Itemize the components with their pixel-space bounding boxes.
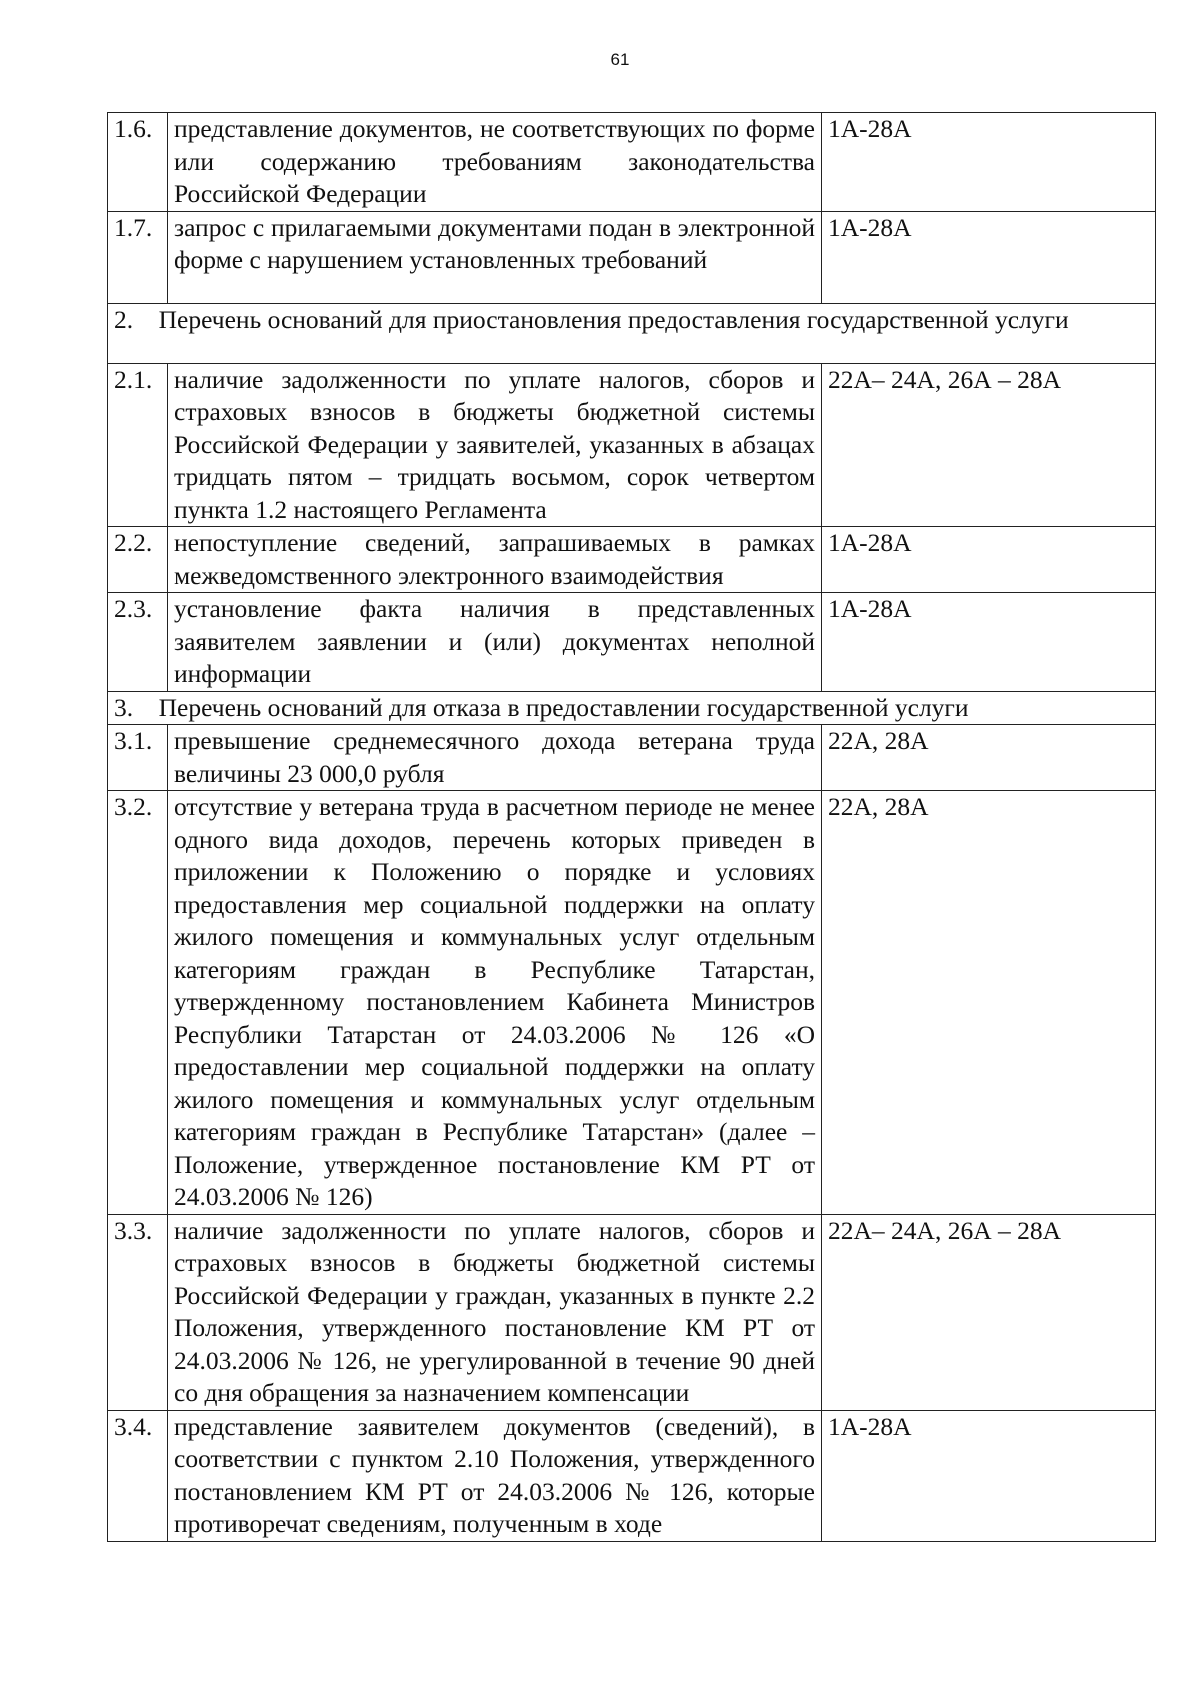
section-title: Перечень оснований для отказа в предоставлении государственной услуги [158, 692, 969, 722]
row-number: 2.2. [108, 527, 168, 593]
row-number: 3.3. [108, 1214, 168, 1410]
row-number: 2.3. [108, 593, 168, 692]
row-number: 3.2. [108, 791, 168, 1215]
section-header [108, 303, 1156, 363]
page-number: 61 [610, 50, 630, 69]
table-row [108, 113, 1156, 212]
section-title-cell [108, 691, 1156, 725]
row-codes: 1А-28А [822, 527, 1156, 593]
table-row [108, 791, 1156, 1215]
row-text: наличие задолженности по уплате налогов, сборов и страховых взносов в бюджеты бюджетной системы Российской Федерации у граждан, указанных в пункте 2.2 Положения, утвержденного постановление КМ РТ от 24.03.2006 № 126, не урегулированной в течение 90 дней со дня обращения за назначением компенсации [168, 1214, 822, 1410]
row-text: наличие задолженности по уплате налогов, сборов и страховых взносов в бюджеты бюджетной системы Российской Федерации у заявителей, указанных в абзацах тридцать пятом – тридцать восьмом, сорок четвертом пункта 1.2 настоящего Регламента [168, 363, 822, 527]
row-codes: 1А-28А [822, 593, 1156, 692]
table-row [108, 725, 1156, 791]
row-text: отсутствие у ветерана труда в расчетном периоде не менее одного вида доходов, перечень которых приведен в приложении к Положению о порядке и условиях предоставления мер социальной поддержки на оплату жилого помещения и коммунальных услуг отдельным категориям граждан в Республике Татарстан, утвержденному постановлением Кабинета Министров Республики Татарстан от 24.03.2006 № 126 «О предоставлении мер социальной поддержки на оплату жилого помещения и коммунальных услуг отдельным категориям граждан в Республике Татарстан» (далее – Положение, утвержденное постановление КМ РТ от 24.03.2006 № 126) [168, 791, 822, 1215]
row-text: представление документов, не соответствующих по форме или содержанию требованиям законодательства Российской Федерации [168, 113, 822, 212]
row-codes: 22А– 24А, 26А – 28А [822, 1214, 1156, 1410]
section-number: 3. [114, 692, 134, 722]
section-number: 2. [114, 304, 134, 334]
table-row [108, 593, 1156, 692]
row-codes: 22А, 28А [822, 725, 1156, 791]
grounds-table [107, 112, 1156, 1542]
row-number: 3.4. [108, 1410, 168, 1541]
row-codes: 22А, 28А [822, 791, 1156, 1215]
row-number: 3.1. [108, 725, 168, 791]
row-number: 1.7. [108, 211, 168, 303]
row-text: запрос с прилагаемыми документами подан в электронной форме с нарушением установленных требований [168, 211, 822, 303]
row-codes: 22А– 24А, 26А – 28А [822, 363, 1156, 527]
row-text: установление факта наличия в представленных заявителем заявлении и (или) документах неполной информации [168, 593, 822, 692]
table-row [108, 211, 1156, 303]
section-title-cell [108, 303, 1156, 363]
row-number: 1.6. [108, 113, 168, 212]
table-row [108, 527, 1156, 593]
row-number: 2.1. [108, 363, 168, 527]
section-title: Перечень оснований для приостановления предоставления государственной услуги [158, 304, 1069, 334]
row-codes: 1А-28А [822, 113, 1156, 212]
row-text: непоступление сведений, запрашиваемых в рамках межведомственного электронного взаимодействия [168, 527, 822, 593]
row-text: превышение среднемесячного дохода ветерана труда величины 23 000,0 рубля [168, 725, 822, 791]
row-text: представление заявителем документов (сведений), в соответствии с пунктом 2.10 Положения, утвержденного постановлением КМ РТ от 24.03.2006 № 126, которые противоречат сведениям, полученным в ходе [168, 1410, 822, 1541]
row-codes: 1А-28А [822, 1410, 1156, 1541]
section-header [108, 691, 1156, 725]
table-row [108, 1410, 1156, 1541]
table-row [108, 1214, 1156, 1410]
row-codes: 1А-28А [822, 211, 1156, 303]
table-row [108, 363, 1156, 527]
